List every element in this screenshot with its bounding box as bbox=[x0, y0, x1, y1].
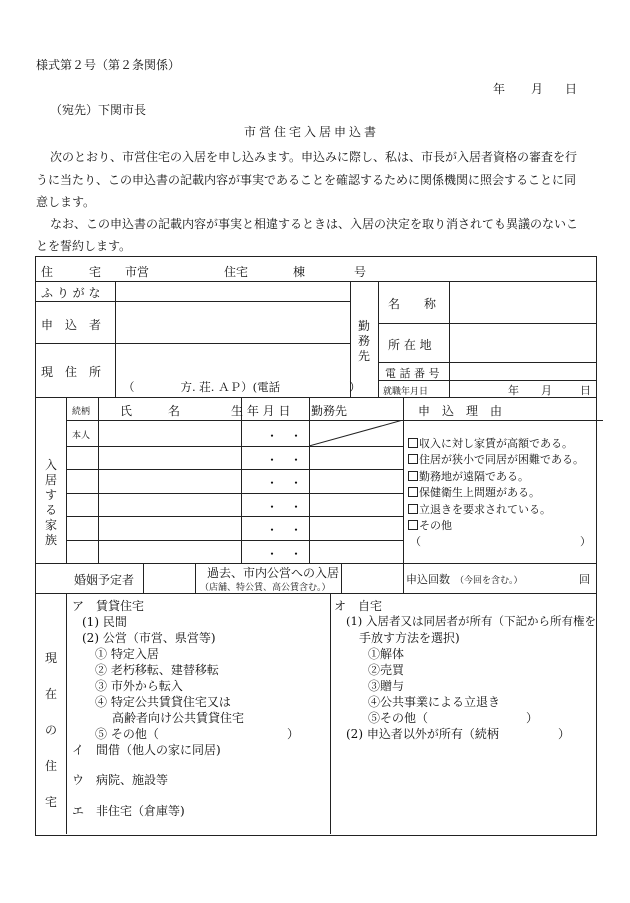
past-residence-note: （店舗、特公賃、高公賃含む。） bbox=[200, 583, 331, 593]
workplace-phone-label: 電 話 番 号 bbox=[385, 367, 440, 380]
own-option-2: ②売買 bbox=[368, 663, 405, 677]
emp-day-label: 日 bbox=[580, 384, 591, 397]
birth-dots: ・ ・ bbox=[266, 500, 303, 514]
date-day-label: 日 bbox=[565, 82, 578, 96]
checkbox[interactable] bbox=[408, 471, 418, 481]
fiance-input[interactable] bbox=[146, 566, 193, 590]
date-year-label: 年 bbox=[493, 82, 506, 96]
family-side-label: 入居する家族 bbox=[44, 458, 57, 547]
public-option-2: ② 老朽移転、建替移転 bbox=[95, 663, 219, 677]
reason-other-open: （ bbox=[410, 535, 421, 548]
reason-item[interactable]: 勤務地が遠隔である。 bbox=[408, 469, 584, 485]
checkbox[interactable] bbox=[408, 454, 418, 464]
hospital-title: ウ 病院、施設等 bbox=[72, 773, 169, 787]
current-address-input[interactable] bbox=[117, 345, 348, 375]
own-home-title: オ 自宅 bbox=[334, 599, 383, 613]
col-name: 氏 名 bbox=[120, 404, 181, 418]
own-option-3: ③贈与 bbox=[368, 679, 405, 693]
checkbox[interactable] bbox=[408, 504, 418, 514]
checkbox[interactable] bbox=[408, 520, 418, 530]
intro-p2-line2: とを誓約します。 bbox=[36, 239, 132, 253]
reason-item[interactable]: 住居が狭小で同居が困難である。 bbox=[408, 452, 584, 468]
public-option-3: ③ 市外から転入 bbox=[95, 679, 183, 693]
public-option-1: ① 特定入居 bbox=[95, 647, 159, 661]
applicant-name-input[interactable] bbox=[117, 303, 348, 341]
applicant-name-label: 申 込 者 bbox=[41, 318, 102, 332]
workplace-location-input[interactable] bbox=[451, 325, 594, 360]
current-address-label: 現 住 所 bbox=[41, 365, 102, 379]
rental-private: (1) 民間 bbox=[82, 615, 127, 629]
date-month-label: 月 bbox=[531, 82, 544, 96]
public-option-5-close: ） bbox=[287, 727, 300, 741]
intro-p2-line1: なお、この申込書の記載内容が事実と相違するときは、入居の決定を取り消されても異議のないこ bbox=[50, 217, 579, 231]
emp-year-label: 年 bbox=[508, 384, 519, 397]
past-residence-label: 過去、市内公営への入居 bbox=[207, 566, 340, 580]
non-residential-title: エ 非住宅（倉庫等) bbox=[72, 804, 185, 818]
workplace-name-label: 名 称 bbox=[388, 297, 437, 311]
reason-item[interactable]: 立退きを要求されている。 bbox=[408, 502, 584, 518]
col-workplace: 勤務先 bbox=[311, 404, 348, 418]
public-option-4: ④ 特定公共賃貸住宅又は bbox=[95, 695, 231, 709]
intro-p1-line1: 次のとおり、市営住宅の入居を申し込みます。申込みに際し、私は、市長が入居者資格の審査を行 bbox=[50, 150, 578, 164]
col-reason: 申 込 理 由 bbox=[418, 404, 503, 418]
emp-month-label: 月 bbox=[541, 384, 552, 397]
birth-dots: ・ ・ bbox=[266, 429, 303, 443]
first-relation: 本人 bbox=[72, 431, 91, 441]
col-relation: 続柄 bbox=[72, 407, 91, 417]
col-birthdate: 生 年 月 日 bbox=[231, 404, 291, 418]
other-owner-close: ） bbox=[558, 727, 571, 741]
fiance-label: 婚姻予定者 bbox=[74, 573, 135, 587]
rental-title: ア 賃貸住宅 bbox=[72, 599, 145, 613]
furigana-input[interactable] bbox=[117, 283, 348, 299]
own-home-owned: (1) 入居者又は同居者が所有（下記から所有権を bbox=[346, 614, 596, 628]
rental-public: (2) 公営（市営、県営等) bbox=[82, 631, 216, 645]
birth-dots: ・ ・ bbox=[266, 523, 303, 537]
own-option-4: ④公共事業による立退き bbox=[368, 695, 501, 709]
jutaku-label: 住宅 bbox=[224, 265, 249, 279]
own-option-1: ①解体 bbox=[368, 647, 405, 661]
birth-dots: ・ ・ bbox=[266, 453, 303, 467]
reason-item[interactable]: その他 bbox=[408, 518, 584, 534]
room-label: 号 bbox=[354, 265, 367, 279]
public-option-4-cont: 高齢者向け公共賃貸住宅 bbox=[112, 711, 245, 725]
form-number: 様式第２号（第２条関係） bbox=[36, 58, 181, 72]
checkbox[interactable] bbox=[408, 487, 418, 497]
furigana-label: ふ り が な bbox=[41, 286, 101, 300]
workplace-location-label: 所 在 地 bbox=[388, 338, 432, 352]
reason-item[interactable]: 保健衛生上問題がある。 bbox=[408, 485, 584, 501]
birth-dots: ・ ・ bbox=[266, 476, 303, 490]
workplace-label: 勤務先 bbox=[357, 319, 370, 363]
public-option-5: ⑤ その他（ bbox=[95, 727, 159, 741]
address-label: 住 宅 bbox=[41, 265, 102, 279]
addressee: （宛先）下関市長 bbox=[50, 103, 147, 117]
intro-p1-line2: うに当たり、この申込書の記載内容が事実であることを確認するために関係機関に照会することに同 bbox=[36, 173, 577, 187]
count-unit: 回 bbox=[579, 573, 590, 586]
application-count-note: （今回を含む。） bbox=[455, 576, 523, 586]
other-owner: (2) 申込者以外が所有（続柄 bbox=[346, 727, 499, 741]
own-option-5: ⑤その他（ bbox=[368, 711, 429, 725]
lodging-title: イ 間借（他人の家に同居) bbox=[72, 743, 221, 757]
checkbox[interactable] bbox=[408, 438, 418, 448]
reason-list bbox=[408, 436, 584, 534]
workplace-name-input[interactable] bbox=[451, 283, 594, 321]
reason-item[interactable]: 収入に対し家賃が高額である。 bbox=[408, 436, 584, 452]
current-housing-side-label: 現在の住宅 bbox=[44, 651, 57, 809]
diagonal-strike bbox=[309, 420, 403, 446]
own-home-owned-cont: 手放す方法を選択) bbox=[359, 631, 460, 645]
city-label: 市営 bbox=[125, 265, 150, 279]
birth-dots: ・ ・ bbox=[266, 547, 303, 561]
application-count-label: 申込回数 bbox=[406, 573, 450, 586]
building-label: 棟 bbox=[293, 265, 306, 279]
reason-other-close: ） bbox=[580, 535, 591, 548]
intro-p1-line3: 意します。 bbox=[36, 195, 96, 209]
employment-date-label: 就職年月日 bbox=[383, 387, 429, 397]
own-option-5-close: ） bbox=[526, 711, 539, 725]
residence-phone-line: （ 方. 荘. ＡＰ）(電話 ） bbox=[123, 380, 361, 394]
housing-input[interactable] bbox=[119, 259, 349, 279]
page-title: 市営住宅入居申込書 bbox=[244, 125, 380, 139]
workplace-phone-input[interactable] bbox=[451, 364, 594, 378]
